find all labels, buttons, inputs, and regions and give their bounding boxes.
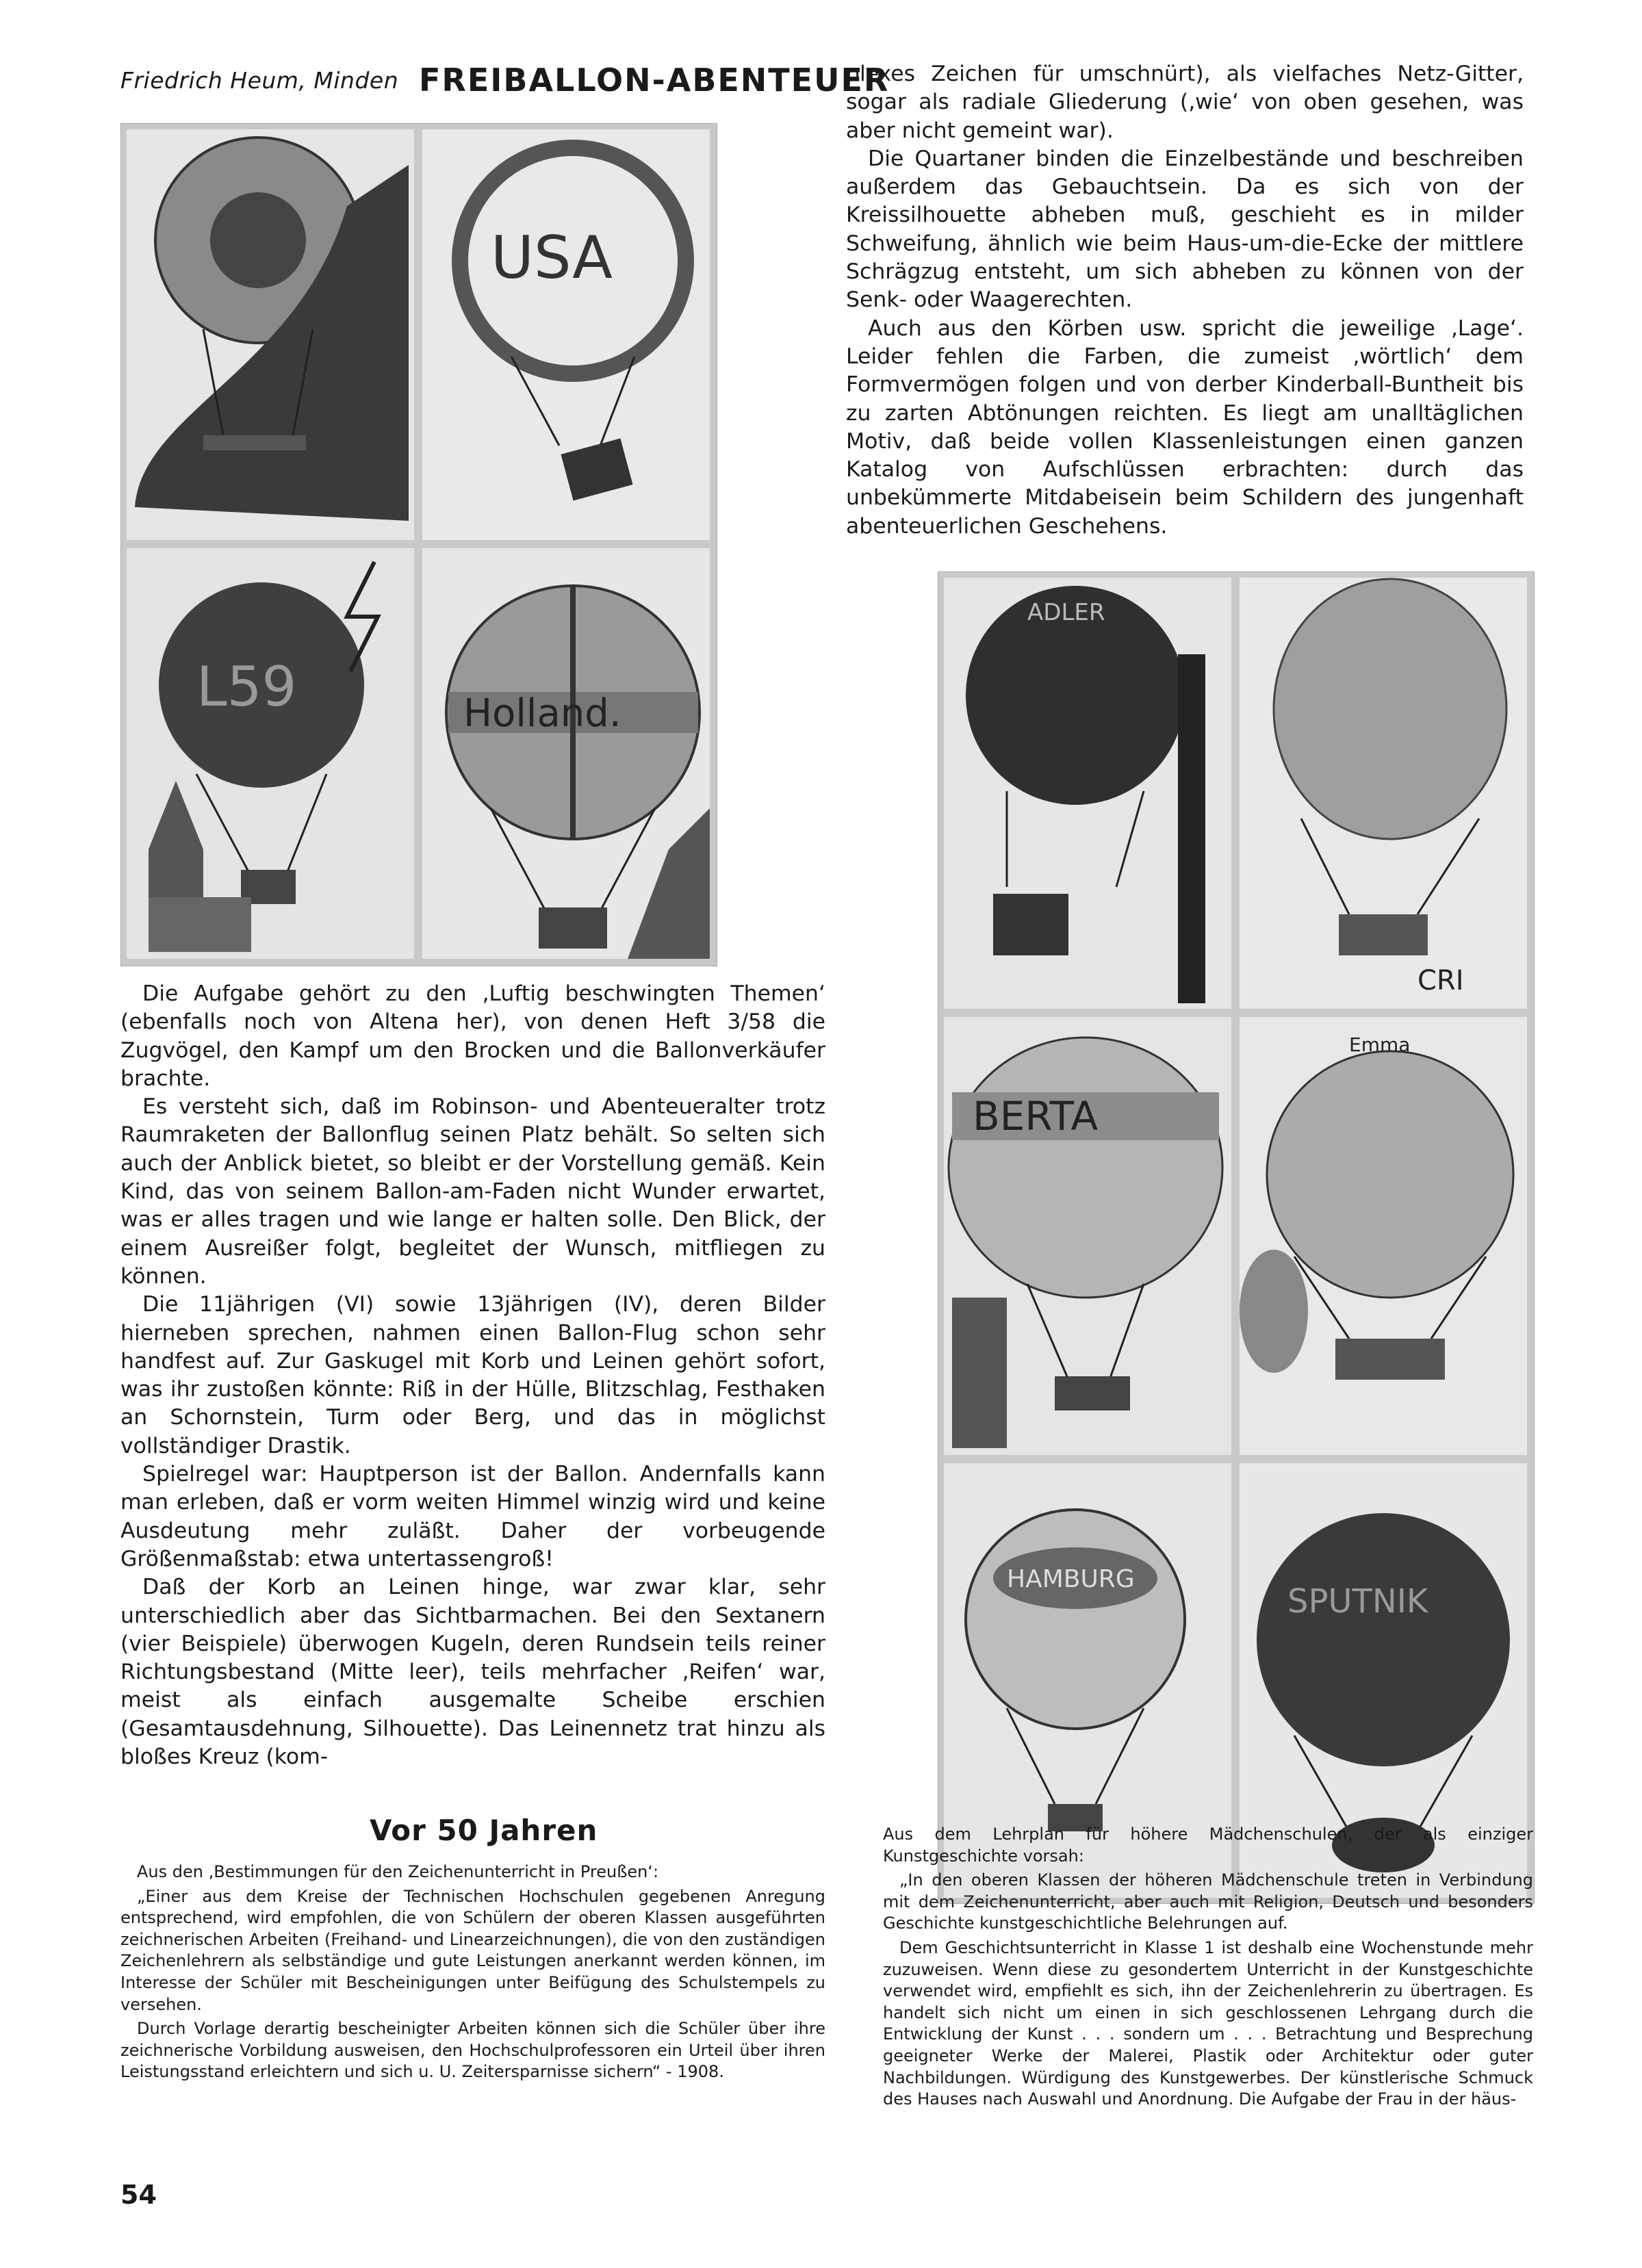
- vor50-right-text: [883, 1824, 1533, 2113]
- paragraph: Aus dem Lehrplan für höhere Mädchenschulen, der als einziger Kunstgeschichte vorsah:: [883, 1825, 1533, 1866]
- balloon-label-emma: Emma: [1349, 1033, 1411, 1056]
- balloon-label-berta: BERTA: [973, 1093, 1099, 1139]
- balloon-shape: [1257, 1513, 1510, 1766]
- basket-shape: [1335, 1339, 1445, 1380]
- paragraph: „In den oberen Klassen der höheren Mädchenschule treten in Verbindung mit dem Zeichenunterricht, aber auch mit Religion, Deutsch und besonders Geschichte kunstgeschichtliche Belehrungen auf.: [883, 1870, 1533, 1933]
- page-number: 54: [120, 2180, 157, 2210]
- smoke-shape: [1240, 1250, 1308, 1373]
- basket-shape: [1055, 1376, 1130, 1410]
- balloon-drawings-right-svg: [938, 572, 1534, 1903]
- balloon-shape: [966, 1510, 1185, 1729]
- balloon-drawings-right: [938, 571, 1535, 1904]
- balloon-label-adler: ADLER: [1027, 599, 1105, 626]
- paragraph: „Einer aus dem Kreise der Technischen Hochschulen gegebenen Anregung entsprechend, wird empfohlen, die von Schülern der oberen Klassen ausgeführten zeichnerischen Arbeiten (Freihand- und Linearzeichnungen), die von den zuständigen Zeichenlehrern als selbständige und gute Leistungen anerkannt werden können, im Interesse der Schüler mit Bescheinigungen unter Beifügung des Schulstempels zu versehen.: [120, 1886, 825, 2014]
- basket-shape: [993, 894, 1068, 955]
- paragraph: plexes Zeichen für umschnürt), als vielfaches Netz-Gitter, sogar als radiale Gliederung (‚wie‘ von oben gesehen, was aber nicht gemeint war).: [846, 62, 1524, 143]
- paragraph: Daß der Korb an Leinen hinge, war zwar klar, sehr unterschiedlich aber das Sichtbarmachen. Bei den Sextanern (vier Beispiele) überwogen Kugeln, deren Rundsein teils reiner Richtungsbestand (Mitte leer), teils mehrfacher ‚Reifen‘ war, meist als einfach ausgemalte Scheibe erschien (Gesamtausdehnung, Silhouette). Das Leinennetz trat hinzu als bloßes Kreuz (kom-: [120, 1575, 825, 1770]
- basket-shape: [539, 907, 607, 949]
- balloon-drawings-left: [120, 123, 717, 966]
- balloon-shape: [210, 192, 306, 288]
- paragraph: Die Quartaner binden die Einzelbestände und beschreiben außerdem das Gebauchtsein. Da es sich von der Kreissilhouette abheben muß, geschieht es in milder Schweifung, ähnlich wie beim Haus-um-die-Ecke der mittlere Schrägzug entsteht, um sich abheben zu können von der Senk- oder Waagerechten.: [846, 146, 1524, 313]
- balloon-shape: [1274, 579, 1506, 839]
- balloon-shape: [949, 1038, 1222, 1298]
- balloon-label-hamburg: HAMBURG: [1007, 1565, 1135, 1593]
- balloon-label-holland: Holland.: [463, 691, 621, 736]
- text-column-right-top: [846, 60, 1524, 541]
- paragraph: Aus den ‚Bestimmungen für den Zeichenunterricht in Preußen‘:: [137, 1862, 659, 1881]
- basket-shape: [203, 435, 306, 450]
- tower-shape: [952, 1298, 1007, 1448]
- paragraph: Dem Geschichtsunterricht in Klasse 1 ist deshalb eine Wochenstunde mehr zuzuweisen. Wenn diese zu gesondertem Unterricht in der Kunstgeschichte verwendet wird, empfiehlt es sich, ihn der Zeichenlehrerin zu übertragen. Es handelt sich nicht um einen in sich geschlossenen Lehrgang durch die Entwicklung der Kunst . . . sondern um . . . Betrachtung und Besprechung geeigneter Werke der Malerei, Plastik oder Architektur oder guter Nachbildungen. Würdigung des Kunstgewerbes. Der künstlerische Schmuck des Hauses nach Auswahl und Anordnung. Die Aufgabe der Frau in der häus-: [883, 1937, 1533, 2109]
- paragraph: Spielregel war: Hauptperson ist der Ballon. Andernfalls kann man erleben, daß er vorm weiten Himmel winzig wird und keine Ausdeutung mehr zuläßt. Daher der vorbeugende Größenmaßstab: etwa untertassengroß!: [120, 1462, 825, 1571]
- paragraph: Durch Vorlage derartig bescheinigter Arbeiten können sich die Schüler über ihre zeichnerische Vorbildung ausweisen, den Hochschulprofessoren ein Urteil über ihren Leistungsstand erleichtern und sich u. U. Zeitersparnisse sichern“ - 1908.: [120, 2019, 825, 2082]
- paragraph: Es versteht sich, daß im Robinson- und Abenteueralter trotz Raumraketen der Ballonflug seinen Platz behält. So selten sich auch der Anblick bietet, so bleibt er der Vorstellung gemäß. Kein Kind, das von seinem Ballon-am-Faden nicht Wunder erwartet, was er alles tragen und wie lange er halten solle. Den Blick, der einem Ausreißer folgt, begleitet der Wunsch, mitfliegen zu können.: [120, 1094, 825, 1289]
- text-column-left: [120, 980, 825, 1771]
- section-heading-vor-50-jahren: Vor 50 Jahren: [370, 1814, 598, 1847]
- balloon-shape: [1267, 1051, 1513, 1298]
- paragraph: Die 11jährigen (VI) sowie 13jährigen (IV), deren Bilder hierneben sprechen, nahmen einen Ballon-Flug schon sehr handfest auf. Zur Gaskugel mit Korb und Leinen gehört sofort, was ihr zustoßen könnte: Riß in der Hülle, Blitzschlag, Festhaken an Schornstein, Turm oder Berg, und das in möglichst vollständiger Drastik.: [120, 1292, 825, 1458]
- balloon-label-cri: CRI: [1417, 965, 1464, 996]
- basket-shape: [1339, 914, 1428, 955]
- balloon-drawings-left-svg: [121, 124, 717, 966]
- balloon-label-l59: L59: [196, 655, 297, 719]
- balloon-label-sputnik: SPUTNIK: [1287, 1582, 1428, 1621]
- vor50-left-text: [120, 1861, 825, 2086]
- balloon-label-usa: USA: [491, 224, 613, 292]
- author-byline: Friedrich Heum, Minden: [120, 67, 399, 94]
- paragraph: Die Aufgabe gehört zu den ‚Luftig beschwingten Themen‘ (ebenfalls noch von Altena her), von denen Heft 3/58 die Zugvögel, den Kampf um den Brocken und die Ballonverkäufer brachte.: [120, 981, 825, 1091]
- paragraph: Auch aus den Körben usw. spricht die jeweilige ‚Lage‘. Leider fehlen die Farben, die zumeist ‚wörtlich‘ dem Formvermögen folgen und von derber Kinderball-Buntheit bis zu zarten Abtönungen reichten. Es liegt am unalltäglichen Motiv, daß beide vollen Klassenleistungen einen ganzen Katalog von Aufschlüssen erbrachten: durch das unbekümmerte Mitdabeisein beim Schildern des jungenhaft abenteuerlichen Geschehens.: [846, 315, 1524, 539]
- article-title: FREIBALLON-ABENTEUER: [419, 62, 890, 99]
